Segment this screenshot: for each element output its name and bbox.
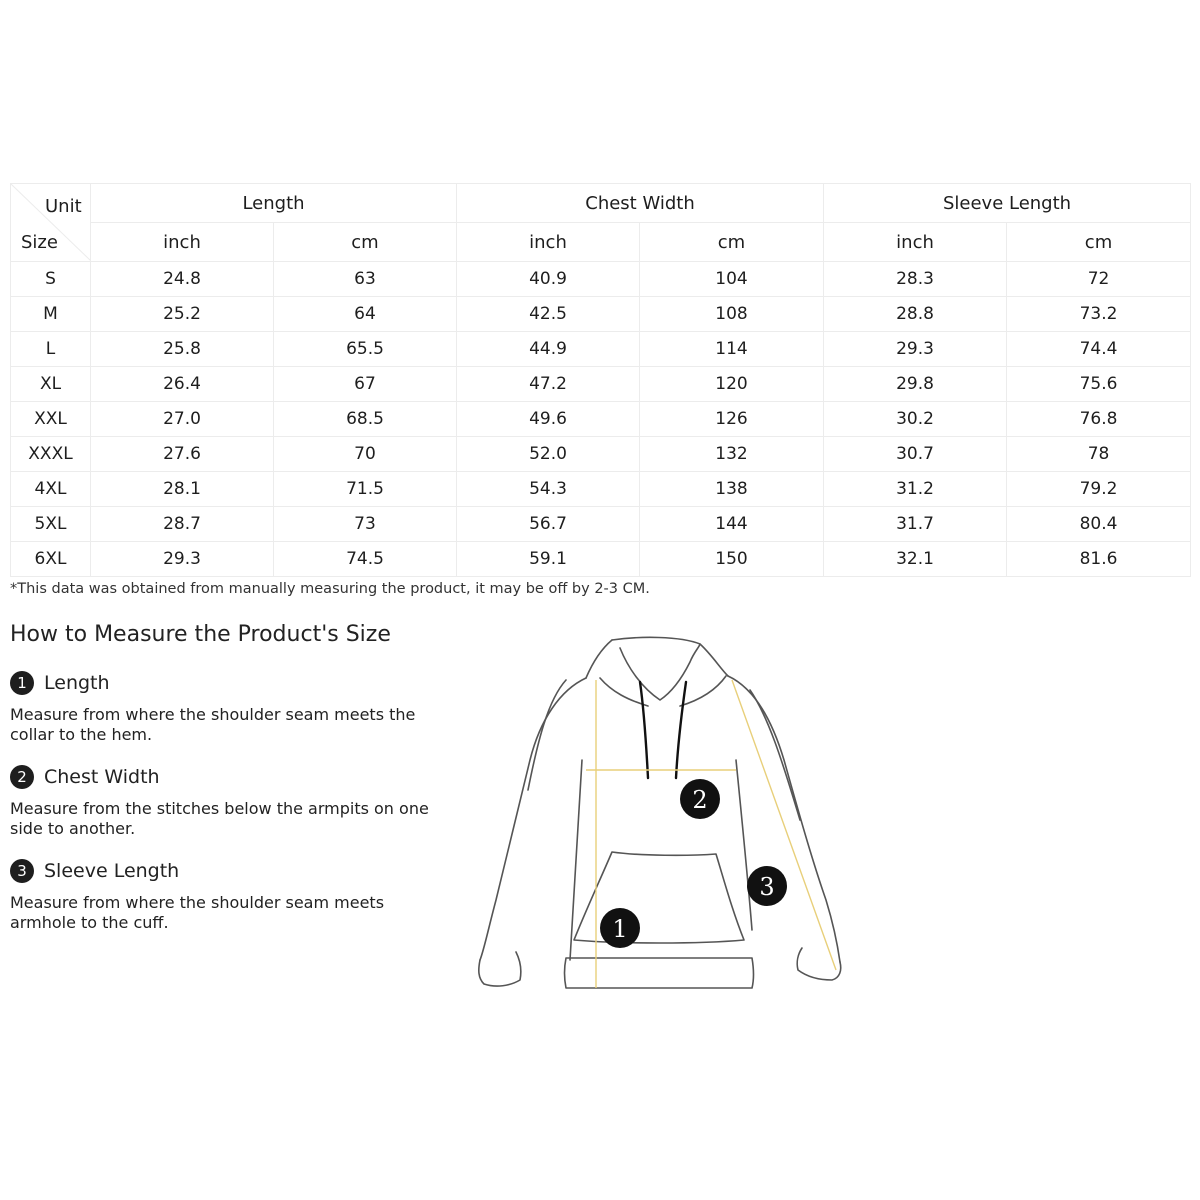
hoodie-diagram-icon — [470, 630, 850, 1000]
value-cell: 150 — [640, 542, 824, 577]
unit-header: inch — [457, 223, 640, 262]
value-cell: 126 — [640, 402, 824, 437]
value-cell: 71.5 — [274, 472, 457, 507]
value-cell: 49.6 — [457, 402, 640, 437]
table-row — [11, 472, 1191, 507]
value-cell: 81.6 — [1007, 542, 1191, 577]
value-cell: 28.1 — [91, 472, 274, 507]
step-title: Length — [44, 672, 110, 694]
table-row — [11, 542, 1191, 577]
table-header-row-units — [11, 223, 1191, 262]
value-cell: 64 — [274, 297, 457, 332]
group-header-length: Length — [91, 184, 457, 223]
unit-header: inch — [824, 223, 1007, 262]
marker-2-icon — [680, 779, 720, 819]
step-header — [10, 858, 430, 884]
value-cell: 30.7 — [824, 437, 1007, 472]
value-cell: 70 — [274, 437, 457, 472]
size-cell: 4XL — [11, 472, 91, 507]
table-row — [11, 402, 1191, 437]
value-cell: 29.3 — [824, 332, 1007, 367]
unit-header: cm — [640, 223, 824, 262]
value-cell: 73.2 — [1007, 297, 1191, 332]
value-cell: 72 — [1007, 262, 1191, 297]
marker-3-icon — [747, 866, 787, 906]
value-cell: 28.8 — [824, 297, 1007, 332]
value-cell: 138 — [640, 472, 824, 507]
value-cell: 132 — [640, 437, 824, 472]
size-chart-table — [10, 183, 1191, 577]
value-cell: 32.1 — [824, 542, 1007, 577]
value-cell: 25.2 — [91, 297, 274, 332]
value-cell: 30.2 — [824, 402, 1007, 437]
value-cell: 26.4 — [91, 367, 274, 402]
table-corner-cell — [11, 184, 91, 262]
value-cell: 104 — [640, 262, 824, 297]
unit-header: cm — [274, 223, 457, 262]
value-cell: 31.2 — [824, 472, 1007, 507]
number-1-icon: 1 — [10, 671, 34, 695]
value-cell: 67 — [274, 367, 457, 402]
unit-header: inch — [91, 223, 274, 262]
unit-header: cm — [1007, 223, 1191, 262]
step-chest-width — [10, 764, 430, 839]
value-cell: 40.9 — [457, 262, 640, 297]
table-row — [11, 507, 1191, 542]
size-cell: XL — [11, 367, 91, 402]
step-title: Chest Width — [44, 766, 160, 788]
value-cell: 42.5 — [457, 297, 640, 332]
value-cell: 78 — [1007, 437, 1191, 472]
value-cell: 59.1 — [457, 542, 640, 577]
table-header-row-groups — [11, 184, 1191, 223]
table-row — [11, 437, 1191, 472]
value-cell: 65.5 — [274, 332, 457, 367]
value-cell: 75.6 — [1007, 367, 1191, 402]
value-cell: 27.6 — [91, 437, 274, 472]
svg-text:3: 3 — [759, 873, 775, 901]
table-row — [11, 297, 1191, 332]
unit-label: Unit — [45, 196, 82, 217]
table-row — [11, 262, 1191, 297]
value-cell: 114 — [640, 332, 824, 367]
number-2-icon: 2 — [10, 765, 34, 789]
size-label: Size — [21, 232, 58, 253]
value-cell: 73 — [274, 507, 457, 542]
step-description: Measure from the stitches below the armpits on one side to another. — [10, 799, 429, 838]
step-sleeve-length — [10, 858, 430, 933]
size-cell: 6XL — [11, 542, 91, 577]
sleeve-measure-line — [732, 680, 836, 970]
step-title: Sleeve Length — [44, 860, 180, 882]
step-header — [10, 764, 430, 790]
value-cell: 79.2 — [1007, 472, 1191, 507]
marker-1-icon — [600, 908, 640, 948]
size-cell: 5XL — [11, 507, 91, 542]
number-3-icon: 3 — [10, 859, 34, 883]
value-cell: 25.8 — [91, 332, 274, 367]
value-cell: 47.2 — [457, 367, 640, 402]
value-cell: 29.3 — [91, 542, 274, 577]
table-row — [11, 332, 1191, 367]
measurement-note: *This data was obtained from manually measuring the product, it may be off by 2-3 CM. — [10, 581, 650, 597]
value-cell: 52.0 — [457, 437, 640, 472]
size-cell: XXXL — [11, 437, 91, 472]
step-header — [10, 670, 430, 696]
group-header-sleeve-length: Sleeve Length — [824, 184, 1191, 223]
value-cell: 144 — [640, 507, 824, 542]
svg-text:1: 1 — [612, 915, 628, 943]
size-cell: XXL — [11, 402, 91, 437]
value-cell: 28.7 — [91, 507, 274, 542]
value-cell: 76.8 — [1007, 402, 1191, 437]
size-cell: S — [11, 262, 91, 297]
hoodie-outline — [479, 637, 841, 988]
value-cell: 68.5 — [274, 402, 457, 437]
step-description: Measure from where the shoulder seam meets armhole to the cuff. — [10, 893, 385, 932]
svg-text:2: 2 — [692, 786, 708, 814]
value-cell: 29.8 — [824, 367, 1007, 402]
value-cell: 108 — [640, 297, 824, 332]
value-cell: 74.4 — [1007, 332, 1191, 367]
step-description: Measure from where the shoulder seam meets the collar to the hem. — [10, 705, 416, 744]
group-header-chest-width: Chest Width — [457, 184, 824, 223]
value-cell: 120 — [640, 367, 824, 402]
value-cell: 54.3 — [457, 472, 640, 507]
value-cell: 28.3 — [824, 262, 1007, 297]
table-row — [11, 367, 1191, 402]
value-cell: 44.9 — [457, 332, 640, 367]
value-cell: 27.0 — [91, 402, 274, 437]
value-cell: 74.5 — [274, 542, 457, 577]
value-cell: 80.4 — [1007, 507, 1191, 542]
how-to-measure-title: How to Measure the Product's Size — [10, 622, 391, 647]
size-cell: L — [11, 332, 91, 367]
value-cell: 56.7 — [457, 507, 640, 542]
value-cell: 24.8 — [91, 262, 274, 297]
value-cell: 63 — [274, 262, 457, 297]
step-length — [10, 670, 430, 745]
value-cell: 31.7 — [824, 507, 1007, 542]
size-cell: M — [11, 297, 91, 332]
table-body — [11, 262, 1191, 577]
